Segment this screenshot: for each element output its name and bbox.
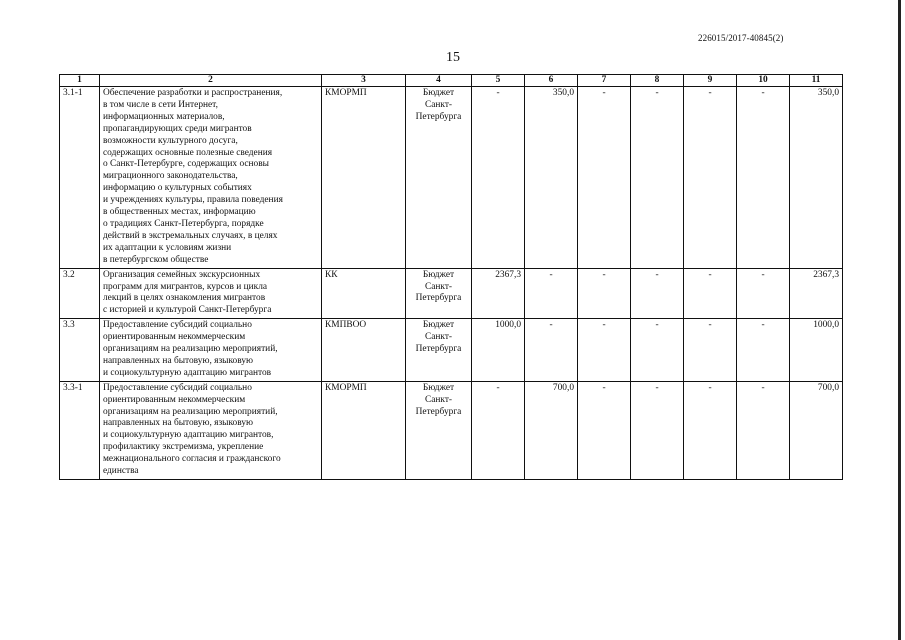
description-line: содержащих основные полезные сведения	[103, 147, 273, 158]
row-value-c9: -	[684, 268, 737, 319]
column-header: 6	[525, 75, 578, 87]
column-header: 3	[322, 75, 406, 87]
description-line: в петербургском обществе	[103, 254, 209, 265]
table-body	[60, 75, 843, 480]
table-row	[60, 381, 843, 479]
description-line: с историей и культурой Санкт-Петербурга	[103, 305, 272, 316]
description-line: Обеспечение разработки и распространения,	[103, 88, 283, 98]
row-code: 3.2	[60, 268, 100, 319]
row-value-c6: 700,0	[525, 381, 578, 479]
program-table	[59, 74, 843, 480]
description-line: и учреждениях культуры, правила поведения	[103, 195, 283, 206]
row-funding-source	[406, 268, 472, 319]
description-line: о традициях Санкт-Петербурга, порядке	[103, 218, 264, 229]
row-value-c6: -	[525, 319, 578, 382]
row-value-c5: 2367,3	[472, 268, 525, 319]
row-value-c9: -	[684, 381, 737, 479]
row-value-c11: 350,0	[790, 87, 843, 269]
description-line: организациям на реализацию мероприятий,	[103, 406, 278, 417]
page-number: 15	[446, 50, 460, 65]
description-line: профилактику экстремизма, укрепление	[103, 442, 264, 453]
document-number: 226015/2017-40845(2)	[698, 33, 784, 43]
row-value-c11: 2367,3	[790, 268, 843, 319]
column-header: 1	[60, 75, 100, 87]
source-line: Санкт-	[424, 99, 453, 110]
row-code: 3.1-1	[60, 87, 100, 269]
row-value-c8: -	[631, 381, 684, 479]
row-value-c10: -	[737, 268, 790, 319]
description-line: действий в экстремальных случаях, в целях	[103, 230, 278, 241]
row-executor: КК	[322, 268, 406, 319]
description-line: программ для мигрантов, курсов и цикла	[103, 281, 268, 292]
row-value-c7: -	[578, 319, 631, 382]
description-line: пропагандирующих среди мигрантов	[103, 123, 252, 134]
source-line: Бюджет	[422, 320, 455, 331]
column-header: 5	[472, 75, 525, 87]
row-value-c7: -	[578, 87, 631, 269]
row-value-c10: -	[737, 87, 790, 269]
source-line: Санкт-	[424, 394, 453, 405]
row-value-c8: -	[631, 268, 684, 319]
row-value-c7: -	[578, 268, 631, 319]
description-line: информацию о культурных событиях	[103, 183, 252, 194]
row-value-c6: 350,0	[525, 87, 578, 269]
column-header: 2	[100, 75, 322, 87]
source-line: Петербурга	[415, 344, 462, 355]
column-header: 11	[790, 75, 843, 87]
source-line: Санкт-	[424, 332, 453, 343]
row-value-c9: -	[684, 87, 737, 269]
description-line: в том числе в сети Интернет,	[103, 99, 218, 110]
row-value-c10: -	[737, 381, 790, 479]
description-line: единства	[103, 466, 139, 477]
row-funding-source	[406, 381, 472, 479]
description-line: межнационального согласия и гражданского	[103, 454, 281, 465]
row-code: 3.3-1	[60, 381, 100, 479]
row-value-c10: -	[737, 319, 790, 382]
row-description	[100, 319, 322, 382]
description-line: о Санкт-Петербурге, содержащих основы	[103, 159, 269, 170]
source-line: Бюджет	[422, 269, 455, 280]
column-header: 4	[406, 75, 472, 87]
row-funding-source	[406, 87, 472, 269]
description-line: ориентированным некоммерческим	[103, 394, 246, 405]
row-value-c5: 1000,0	[472, 319, 525, 382]
description-line: и социокультурную адаптацию мигрантов	[103, 367, 272, 378]
description-line: организациям на реализацию мероприятий,	[103, 344, 278, 355]
source-line: Бюджет	[422, 88, 455, 98]
row-description	[100, 381, 322, 479]
table-row	[60, 319, 843, 382]
scan-edge	[898, 0, 901, 640]
description-line: возможности культурного досуга,	[103, 135, 238, 146]
source-line: Петербурга	[415, 111, 462, 122]
column-header: 10	[737, 75, 790, 87]
row-value-c5: -	[472, 381, 525, 479]
row-executor: КМПВОО	[322, 319, 406, 382]
source-line: Петербурга	[415, 406, 462, 417]
column-header: 9	[684, 75, 737, 87]
table-row	[60, 87, 843, 269]
description-line: в общественных местах, информацию	[103, 207, 256, 218]
row-executor: КМОРМП	[322, 87, 406, 269]
source-line: Санкт-	[424, 281, 453, 292]
row-executor: КМОРМП	[322, 381, 406, 479]
table-header-row	[60, 75, 843, 87]
description-line: направленных на бытовую, языковую	[103, 418, 254, 429]
description-line: их адаптации к условиям жизни	[103, 242, 232, 253]
column-header: 8	[631, 75, 684, 87]
row-value-c6: -	[525, 268, 578, 319]
description-line: Организация семейных экскурсионных	[103, 269, 261, 280]
row-funding-source	[406, 319, 472, 382]
row-description	[100, 268, 322, 319]
row-value-c11: 1000,0	[790, 319, 843, 382]
description-line: Предоставление субсидий социально	[103, 382, 252, 393]
row-value-c7: -	[578, 381, 631, 479]
description-line: лекций в целях ознакомления мигрантов	[103, 293, 266, 304]
column-header: 7	[578, 75, 631, 87]
description-line: и социокультурную адаптацию мигрантов,	[103, 430, 274, 441]
row-value-c9: -	[684, 319, 737, 382]
row-description	[100, 87, 322, 269]
description-line: информационных материалов,	[103, 111, 225, 122]
row-value-c5: -	[472, 87, 525, 269]
row-value-c11: 700,0	[790, 381, 843, 479]
row-code: 3.3	[60, 319, 100, 382]
description-line: Предоставление субсидий социально	[103, 320, 252, 331]
table-row	[60, 268, 843, 319]
row-value-c8: -	[631, 319, 684, 382]
row-value-c8: -	[631, 87, 684, 269]
description-line: миграционного законодательства,	[103, 171, 238, 182]
description-line: ориентированным некоммерческим	[103, 332, 246, 343]
source-line: Бюджет	[422, 382, 455, 393]
source-line: Петербурга	[415, 293, 462, 304]
description-line: направленных на бытовую, языковую	[103, 355, 254, 366]
